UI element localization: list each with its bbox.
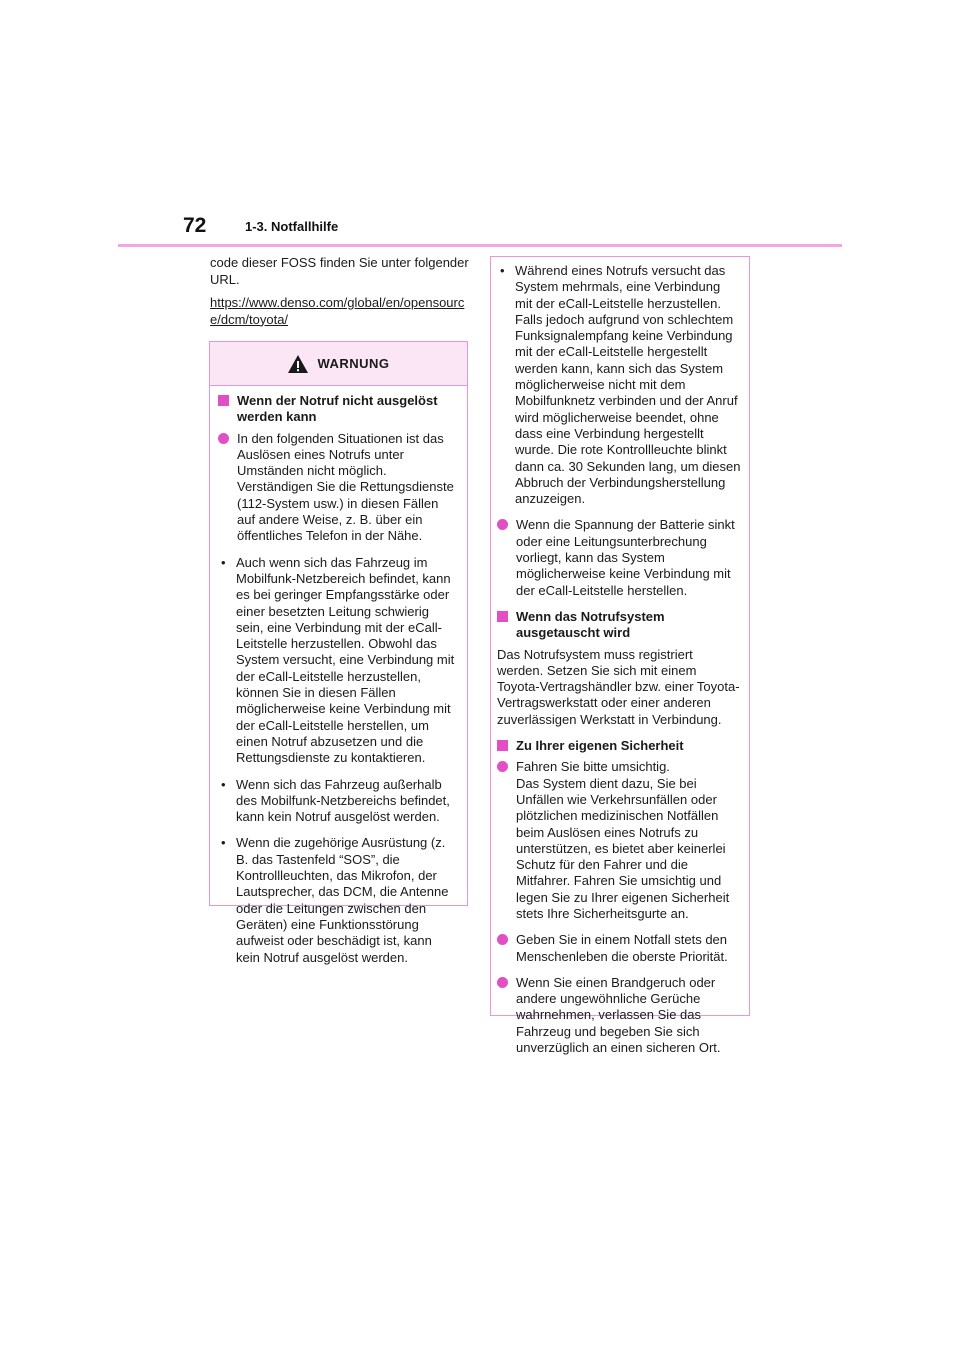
right-info-box <box>490 256 750 1056</box>
warning-body <box>210 386 467 966</box>
warning-bullet <box>218 835 459 965</box>
dot-bullet-icon: • <box>221 776 226 792</box>
circle-bullet-icon <box>497 934 508 945</box>
warning-box <box>209 341 468 965</box>
section-title: 1-3. Notfallhilfe <box>245 219 339 234</box>
square-bullet-icon <box>497 740 508 751</box>
intro-text: code dieser FOSS finden Sie unter folgender URL. <box>210 255 469 287</box>
warning-triangle-icon <box>287 354 309 374</box>
right-circle-item <box>497 975 741 1056</box>
right-circle-text: Fahren Sie bitte umsichtig. <box>516 759 670 775</box>
square-bullet-icon <box>218 395 229 406</box>
right-circle-text: Wenn die Spannung der Batterie sinkt oder eine Leitungsunterbrechung vorliegt, kann das System möglicherweise keine Verbindung mit der eCall-Leitstelle herstellen. <box>516 517 735 598</box>
right-bullet-text: Während eines Notrufs versucht das System mehrmals, eine Verbindung mit der eCall-Leitstelle herzustellen. Falls jedoch aufgrund von schlechtem Funksignalempfang keine Verbindung mit der eCall-Leitstelle hergestellt werden kann, kann sich das System möglicherweise nicht mit dem Mobilfunknetz verbinden und der Anruf wird möglicherweise beendet, ohne dass eine Verbindung hergestellt wurde. Die rote Kontrollleuchte blinkt dann ca. 30 Sekunden lang, um diesen Abbruch der Verbindungsherstellung anzuzeigen. <box>515 263 741 507</box>
paragraph: Das Notrufsystem muss registriert werden. Setzen Sie sich mit einem Toyota-Vertragshändler bzw. einer Toyota-Vertragswerkstatt oder einer anderen zuverlässigen Werkstatt in Verbindung. <box>497 646 740 727</box>
circle-bullet-icon <box>497 761 508 772</box>
denso-url-link[interactable]: https://www.denso.com/global/en/opensource/dcm/toyota/ <box>210 295 465 327</box>
circle-bullet-icon <box>218 433 229 444</box>
warning-intro <box>218 431 459 545</box>
dot-bullet-icon: • <box>221 554 226 570</box>
right-circle-text: Das System dient dazu, Sie bei Unfällen wie Verkehrsunfällen oder plötzlichen medizinischen Notfällen beim Auslösen eines Notrufs zu unterstützen, es bietet aber keinerlei Schutz für den Fahrer und die Mitfahrer. Fahren Sie umsichtig und legen Sie zu Ihrer eigenen Sicherheit stets Ihre Sicherheitsgurte an. <box>516 775 730 921</box>
warning-bullet-text: Wenn sich das Fahrzeug außerhalb des Mobilfunk-Netzbereichs befindet, kann kein Notruf ausgelöst werden. <box>236 776 450 825</box>
right-circle-item <box>497 932 741 965</box>
right-bullet <box>497 263 741 507</box>
section-heading-text: Wenn das Notrufsystem ausgetauscht wird <box>516 608 665 641</box>
url-paragraph <box>210 295 470 328</box>
header-rule <box>118 244 842 247</box>
warning-bullet <box>218 777 459 826</box>
right-circle-text: Geben Sie in einem Notfall stets den Menschenleben die oberste Priorität. <box>516 932 728 964</box>
warning-label: WARNUNG <box>317 356 390 371</box>
square-bullet-icon <box>497 611 508 622</box>
dot-bullet-icon: • <box>500 263 505 278</box>
warning-bullet-text: Wenn die zugehörige Ausrüstung (z. B. das Tastenfeld “SOS”, die Kontrollleuchten, das Mikrofon, der Lautsprecher, das DCM, die Antenne oder die Leitungen zwischen den Geräten) eine Funktionsstörung aufweist oder beschädigt ist, kann kein Notruf ausgelöst werden. <box>236 835 449 965</box>
warning-intro-text: In den folgenden Situationen ist das Auslösen eines Notrufs unter Umständen nicht möglich. Verständigen Sie die Rettungsdienste (112-System usw.) in diesen Fällen auf andere Weise, z. B. über ein öffentliches Telefon in der Nähe. <box>237 430 454 544</box>
warning-bullet <box>218 555 459 767</box>
page-number: 72 <box>183 214 207 237</box>
warning-header <box>210 342 467 386</box>
right-circle-text: Wenn Sie einen Brandgeruch oder andere ungewöhnliche Gerüche wahrnehmen, verlassen Sie das Fahrzeug und begeben Sie sich unverzüglich an einen sicheren Ort. <box>516 974 721 1056</box>
section-heading-text: Zu Ihrer eigenen Sicherheit <box>516 738 684 754</box>
circle-bullet-icon <box>497 977 508 988</box>
section-heading <box>497 609 741 642</box>
circle-bullet-icon <box>497 519 508 530</box>
right-circle-item <box>497 759 741 922</box>
warning-bullet-text: Auch wenn sich das Fahrzeug im Mobilfunk-Netzbereich befindet, kann es bei geringer Empfangsstärke oder einer besetzten Leitung schwierig sein, eine Verbindung mit der eCall-Leitstelle herzustellen. Obwohl das System versucht, eine Verbindung mit der eCall-Leitstelle herzustellen, können Sie in diesen Fällen möglicherweise keine Verbindung mit der eCall-Leitstelle herstellen, um einen Notruf abzusetzen und die Rettungsdienste zu kontaktieren. <box>236 554 455 766</box>
left-column <box>210 255 470 335</box>
warning-heading <box>218 393 459 426</box>
dot-bullet-icon: • <box>221 835 226 851</box>
section-heading <box>497 738 741 754</box>
warning-heading-text: Wenn der Notruf nicht ausgelöst werden kann <box>237 393 438 425</box>
right-circle-item <box>497 517 741 598</box>
